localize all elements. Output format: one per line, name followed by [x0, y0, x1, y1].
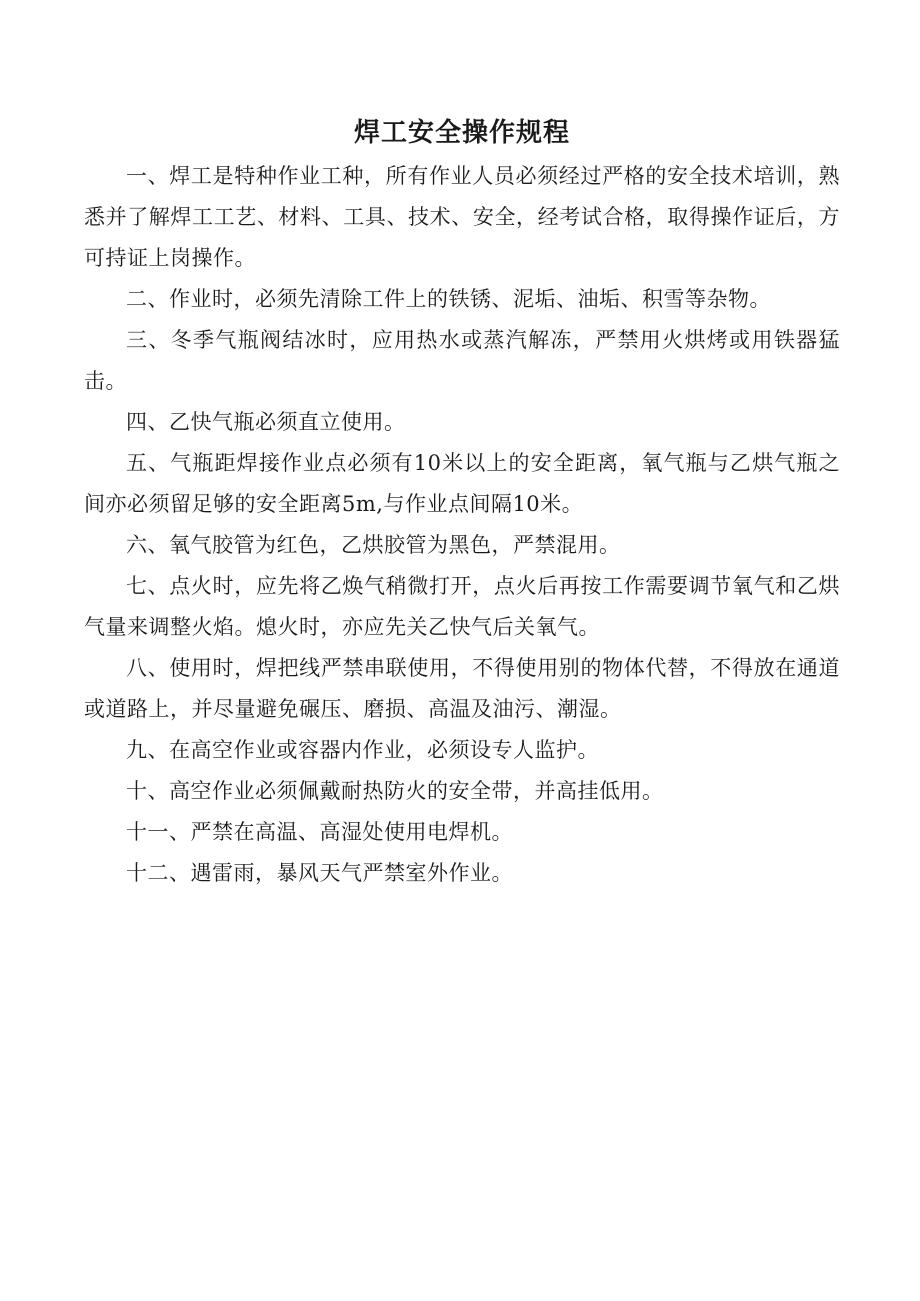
- rule-paragraph-2: 二、作业时，必须先清除工件上的铁锈、泥垢、油垢、积雪等杂物。: [126, 287, 771, 311]
- document-title: 焊工安全操作规程: [353, 118, 570, 148]
- rule-paragraph-11: 十一、严禁在高温、高湿处使用电焊机。: [126, 820, 513, 844]
- rule-paragraph-4: 四、乙快气瓶必须直立使用。: [126, 410, 406, 434]
- rule-paragraph-7: 七、点火时，应先将乙焕气稍微打开，点火后再按工作需要调节氧气和乙烘气量来调整火焰。熄火时，亦应先关乙快气后关氧气。: [84, 574, 840, 639]
- rule-paragraph-6: 六、氧气胶管为红色，乙烘胶管为黑色，严禁混用。: [126, 533, 621, 557]
- rule-paragraph-12: 十二、遇雷雨，暴风天气严禁室外作业。: [126, 861, 513, 885]
- rule-paragraph-9: 九、在高空作业或容器内作业，必须设专人监护。: [126, 738, 599, 762]
- rule-paragraph-3: 三、冬季气瓶阀结冰时，应用热水或蒸汽解冻，严禁用火烘烤或用铁器猛击。: [84, 328, 840, 393]
- rule-paragraph-10: 十、高空作业必须佩戴耐热防火的安全带，并高挂低用。: [126, 779, 664, 803]
- rule-paragraph-1: 一、焊工是特种作业工种，所有作业人员必须经过严格的安全技术培训，熟悉并了解焊工工艺、材料、工具、技术、安全，经考试合格，取得操作证后，方可持证上岗操作。: [84, 164, 840, 270]
- document-page: [84, 112, 840, 894]
- rule-paragraph-8: 八、使用时，焊把线严禁串联使用，不得使用别的物体代替，不得放在通道或道路上，并尽量避免碾压、磨损、高温及油污、潮湿。: [84, 656, 840, 721]
- rule-paragraph-5: 五、气瓶距焊接作业点必须有10米以上的安全距离，氧气瓶与乙烘气瓶之间亦必须留足够的安全距离5m,与作业点间隔10米。: [84, 451, 840, 516]
